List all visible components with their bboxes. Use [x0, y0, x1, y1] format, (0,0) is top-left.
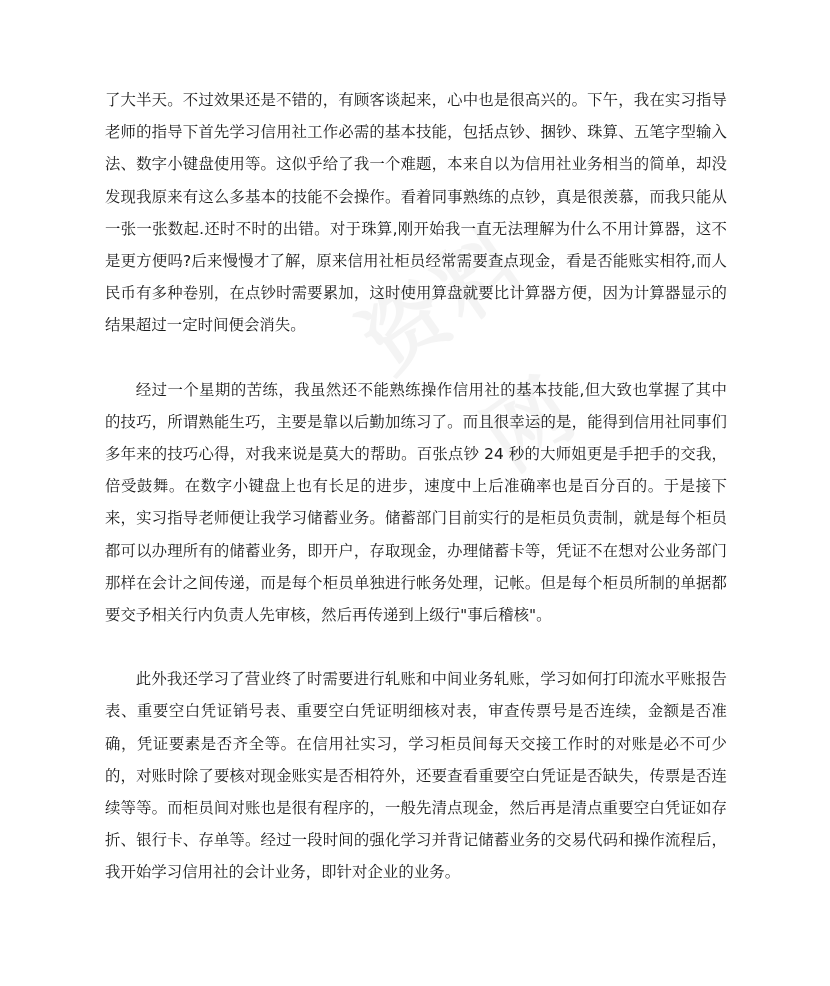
paragraph-spacer: [105, 631, 727, 663]
paragraph-spacer: [105, 342, 727, 374]
paragraph-continued: 了大半天。不过效果还是不错的，有顾客谈起来，心中也是很高兴的。下午，我在实习指导老师的指导下首先学习信用社工作必需的基本技能，包括点钞、捆钞、珠算、五笔字型输入法、数字小键盘使用等。这似乎给了我一个难题，本来自以为信用社业务相当的简单，却没发现我原来有这么多基本的技能不会操作。看着同事熟练的点钞，真是很羡慕，而我只能从一张一张数起.还时不时的出错。对于珠算,刚开始我一直无法理解为什么不用计算器，这不是更方便吗?后来慢慢才了解，原来信用社柜员经常需要查点现金，看是否能账实相符,而人民币有多种卷别，在点钞时需要累加，这时使用算盘就要比计算器方便，因为计算器显示的结果超过一定时间便会消失。: [105, 91, 727, 335]
paragraph-reconciliation: 此外我还学习了营业终了时需要进行轧账和中间业务轧账，学习如何打印流水平账报告表、重要空白凭证销号表、重要空白凭证明细核对表，审查传票号是否连续，金额是否准确，凭证要素是否齐全等。在信用社实习，学习柜员间每天交接工作时的对账是必不可少的，对账时除了要核对现金账实是否相符外，还要查看重要空白凭证是否缺失，传票是否连续等等。而柜员间对账也是很有程序的，一般先清点现金，然后再是清点重要空白凭证如存折、银行卡、存单等。经过一段时间的强化学习并背记储蓄业务的交易代码和操作流程后，我开始学习信用社的会计业务，即针对企业的业务。: [105, 670, 727, 882]
document-body: [105, 84, 727, 889]
paragraph-practice: 经过一个星期的苦练，我虽然还不能熟练操作信用社的基本技能,但大致也掌握了其中的技巧，所谓熟能生巧，主要是靠以后勤加练习了。而且很幸运的是，能得到信用社同事们多年来的技巧心得，对我来说是莫大的帮助。百张点钞 24 秒的大师姐更是手把手的交我，倍受鼓舞。在数字小键盘上也有长足的进步，速度中上后准确率也是百分百的。于是接下来，实习指导老师便让我学习储蓄业务。储蓄部门目前实行的是柜员负责制，就是每个柜员都可以办理所有的储蓄业务，即开户，存取现金，办理储蓄卡等，凭证不在想对公业务部门那样在会计之间传递，而是每个柜员单独进行帐务处理，记帐。但是每个柜员所制的单据都要交予相关行内负责人先审核，然后再传递到上级行"事后稽核"。: [105, 380, 727, 625]
